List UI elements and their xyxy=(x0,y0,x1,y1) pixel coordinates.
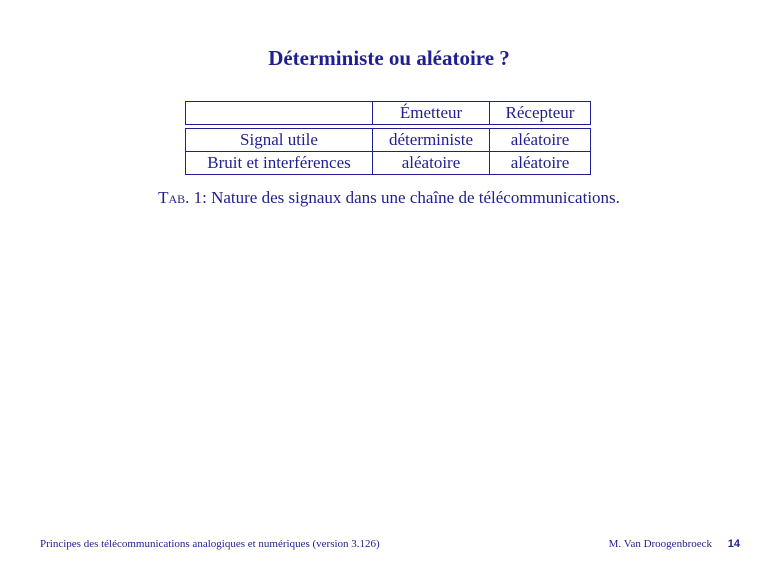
table-header-recepteur: Récepteur xyxy=(490,101,591,125)
table-row xyxy=(185,128,591,152)
footer-author: M. Van Droogenbroeck xyxy=(608,538,712,550)
table-cell-row-label: Signal utile xyxy=(185,128,373,152)
table-cell: aléatoire xyxy=(490,152,591,175)
table-cell-row-label: Bruit et interférences xyxy=(185,152,373,175)
table-caption-text: Nature des signaux dans une chaîne de télécommunications. xyxy=(206,188,620,207)
table-header-emetteur: Émetteur xyxy=(373,101,490,125)
table-cell: déterministe xyxy=(373,128,490,152)
table-header-row xyxy=(185,101,591,125)
table-caption xyxy=(0,188,778,208)
footer-course-title: Principes des télécommunications analogiques et numériques (version 3.126) xyxy=(40,538,380,550)
signal-nature-table-wrap xyxy=(185,101,591,175)
table-row xyxy=(185,152,591,175)
footer-page-number: 14 xyxy=(727,538,740,550)
table-header-empty xyxy=(185,101,373,125)
table-cell: aléatoire xyxy=(490,128,591,152)
table-caption-label: Tab. 1: xyxy=(158,188,207,207)
table-cell: aléatoire xyxy=(373,152,490,175)
slide-title: Déterministe ou aléatoire ? xyxy=(268,46,510,70)
signal-nature-table xyxy=(185,101,591,175)
